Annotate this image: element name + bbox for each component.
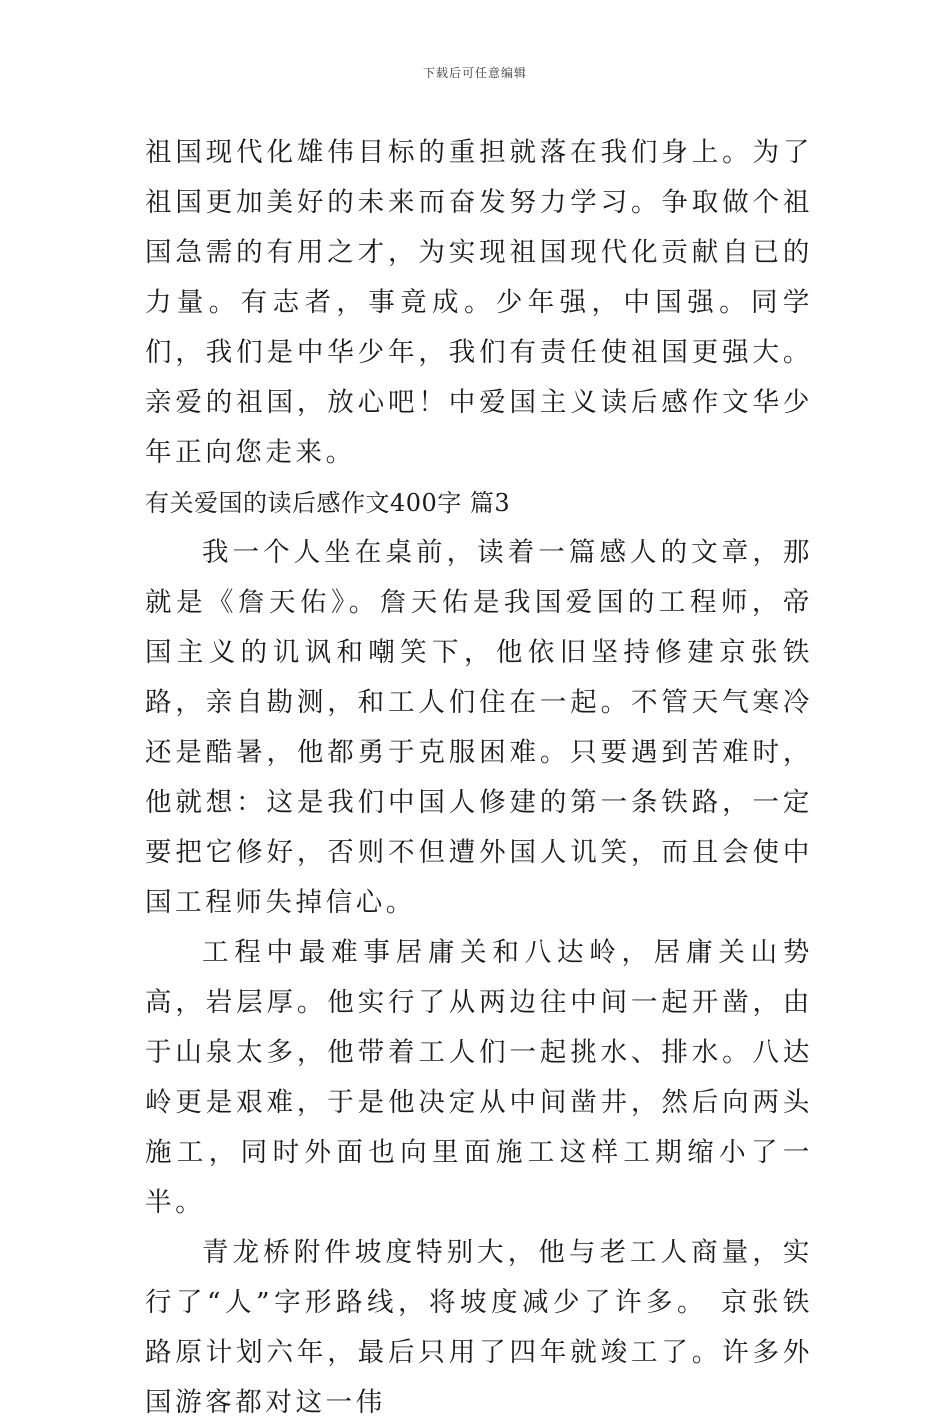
paragraph-2: 我一个人坐在桌前，读着一篇感人的文章，那就是《詹天佑》。詹天佑是我国爱国的工程师，帝国主义的讥讽和嘲笑下，他依旧坚持修建京张铁路，亲自勘测，和工人们住在一起。不管天气寒冷还是酷暑，他都勇于克服困难。只要遇到苦难时，他就想：这是我们中国人修建的第一条铁路，一定要把它修好，否则不但遭外国人讥笑，而且会使中国工程师失掉信心。 (145, 537, 813, 918)
section-heading: 有关爱国的读后感作文400字 篇3 (145, 489, 511, 517)
paragraph-4: 青龙桥附件坡度特别大，他与老工人商量，实行了“人”字形路线，将坡度减少了许多。 京张铁路原计划六年，最后只用了四年就竣工了。许多外国游客都对这一伟 (145, 1237, 813, 1418)
page-header: 下载后可任意编辑 (422, 66, 527, 80)
document-body (145, 128, 813, 1428)
paragraph-1: 祖国现代化雄伟目标的重担就落在我们身上。为了祖国更加美好的未来而奋发努力学习。争取做个祖国急需的有用之才，为实现祖国现代化贡献自已的力量。有志者，事竟成。少年强，中国强。同学们，我们是中华少年，我们有责任使祖国更强大。亲爱的祖国，放心吧！中爱国主义读后感作文华少年正向您走来。 (145, 137, 813, 468)
paragraph-3: 工程中最难事居庸关和八达岭，居庸关山势高，岩层厚。他实行了从两边往中间一起开凿，由于山泉太多，他带着工人们一起挑水、排水。八达岭更是艰难，于是他决定从中间凿井，然后向两头施工，同时外面也向里面施工这样工期缩小了一半。 (145, 937, 813, 1218)
